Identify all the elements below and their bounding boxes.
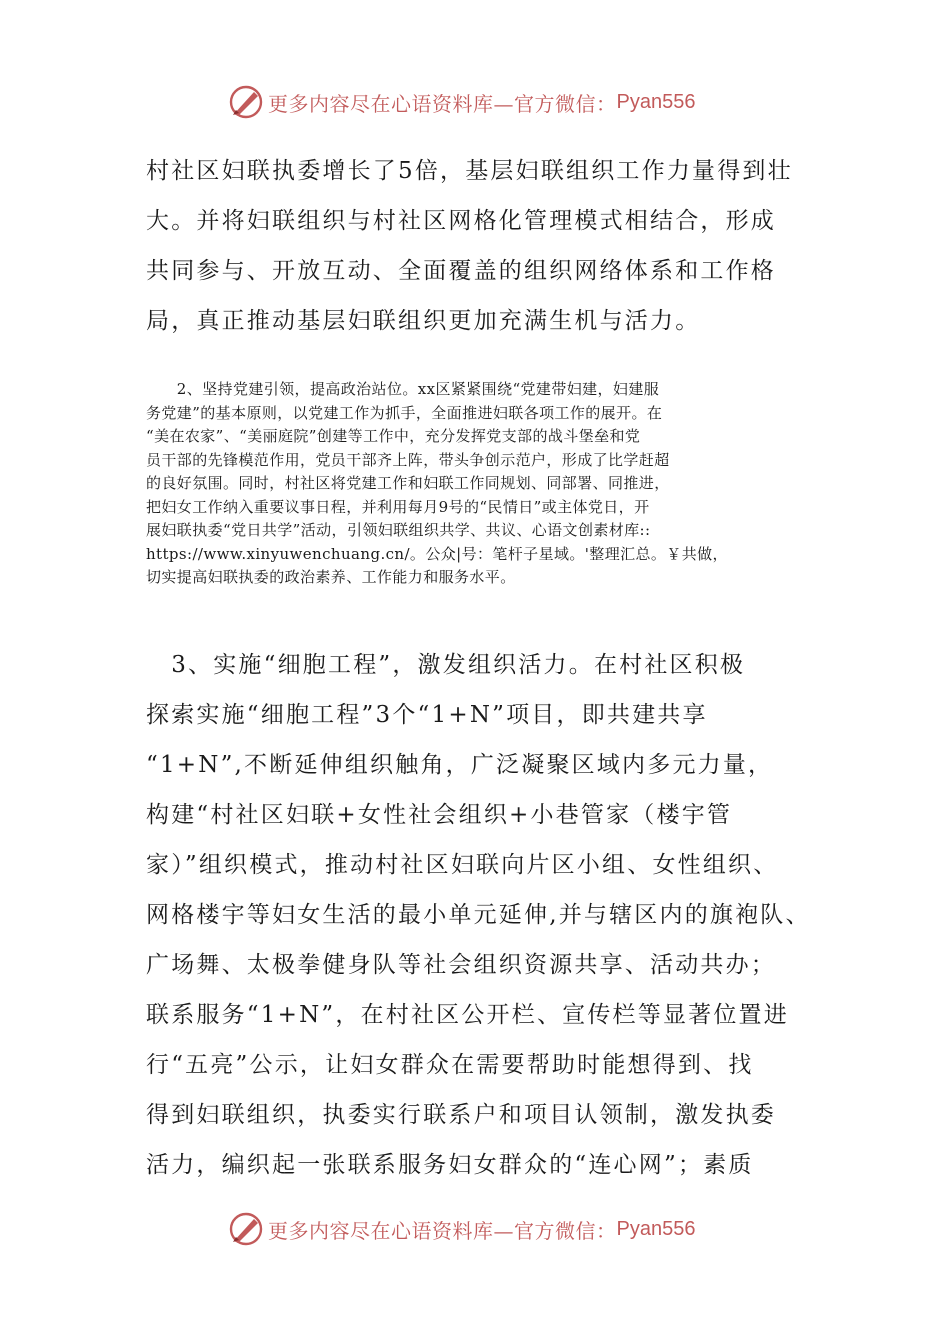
paragraph-3 (146, 640, 836, 1190)
header-wechat-id: Pyan556 (616, 90, 696, 113)
header-banner (228, 82, 695, 122)
paragraph-1-line: 共同参与、开放互动、全面覆盖的组织网络体系和工作格 (146, 258, 776, 284)
paragraph-1-line: 局，真正推动基层妇联组织更加充满生机与活力。 (146, 308, 701, 334)
paragraph-1-line: 村社区妇联执委增长了5倍，基层妇联组织工作力量得到壮 (146, 158, 793, 184)
paragraph-3-line: 构建“村社区妇联+女性社会组织+小巷管家（楼宇管 (146, 802, 733, 828)
paragraph-3-line: 家）”组织模式，推动村社区妇联向片区小组、女性组织、 (146, 852, 779, 878)
paragraph-3-line: 联系服务“1+N”，在村社区公开栏、宣传栏等显著位置进 (146, 1002, 789, 1028)
pen-logo-icon (228, 84, 264, 120)
paragraph-1 (146, 146, 836, 346)
pen-logo-icon (228, 1211, 264, 1247)
footer-banner-text: 更多内容尽在心语资料库—官方微信： (268, 1218, 617, 1243)
footer-banner (228, 1209, 695, 1249)
paragraph-3-line: 网格楼宇等妇女生活的最小单元延伸,并与辖区内的旗袍队、 (146, 902, 811, 928)
footer-wechat-id: Pyan556 (616, 1217, 696, 1240)
paragraph-2-line: 2、坚持党建引领，提高政治站位。xx区紧紧围绕“党建带妇建，妇建服 (146, 380, 660, 398)
paragraph-3-line: 探索实施“细胞工程”3个“1+N”项目，即共建共享 (146, 702, 708, 728)
paragraph-2-line: 员干部的先锋模范作用，党员干部齐上阵，带头争创示范户，形成了比学赶超 (146, 450, 670, 469)
header-banner-text: 更多内容尽在心语资料库—官方微信： (268, 91, 617, 116)
paragraph-2-line: 的良好氛围。同时，村社区将党建工作和妇联工作同规划、同部署、同推进， (146, 474, 670, 492)
paragraph-2-line: 务党建”的基本原则，以党建工作为抓手，全面推进妇联各项工作的展开。在 (146, 403, 663, 422)
paragraph-1-line: 大。并将妇联组织与村社区网格化管理模式相结合，形成 (146, 208, 776, 234)
paragraph-3-line: 活力，编织起一张联系服务妇女群众的“连心网”；素质 (146, 1152, 754, 1178)
paragraph-2-line: 把妇女工作纳入重要议事日程，并利用每月9号的“民情日”或主体党日，开 (146, 497, 650, 516)
paragraph-2-line: 展妇联执委“党日共学”活动，引领妇联组织共学、共议、心语文创素材库:: (146, 521, 651, 539)
paragraph-2-line: 切实提高妇联执委的政治素养、工作能力和服务水平。 (146, 568, 516, 586)
paragraph-3-line: 3、实施“细胞工程”，激发组织活力。在村社区积极 (146, 652, 746, 678)
paragraph-2 (146, 378, 806, 590)
paragraph-2-line: https://www.xinyuwenchuang.cn/。公众|号：笔杆子星域。'整理汇总。￥共做， (146, 544, 728, 563)
paragraph-2-line: “美在农家”、“美丽庭院”创建等工作中，充分发挥党支部的战斗堡垒和党 (146, 427, 641, 445)
paragraph-3-line: 得到妇联组织，执委实行联系户和项目认领制，激发执委 (146, 1102, 776, 1128)
paragraph-3-line: “1+N”,不断延伸组织触角，广泛凝聚区域内多元力量， (146, 752, 774, 778)
paragraph-3-line: 行“五亮”公示，让妇女群众在需要帮助时能想得到、找 (146, 1052, 754, 1078)
paragraph-3-line: 广场舞、太极拳健身队等社会组织资源共享、活动共办； (146, 952, 776, 978)
